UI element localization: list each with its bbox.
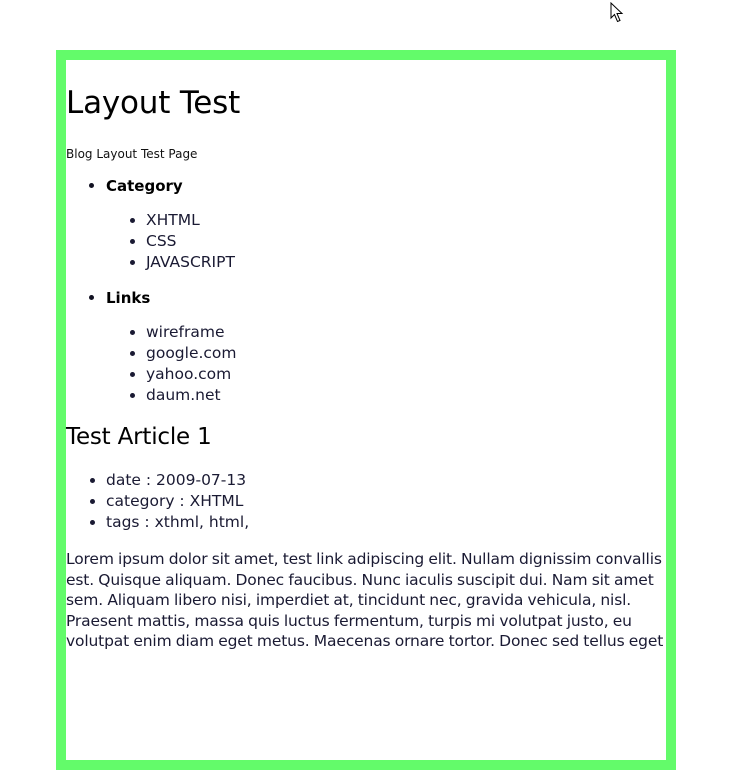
- category-item-css: [146, 231, 666, 252]
- category-link-javascript[interactable]: JAVASCRIPT: [146, 253, 235, 271]
- sidebar-section-category: [106, 174, 666, 273]
- section-title-links: • Links: [106, 289, 151, 307]
- page-frame: [56, 50, 676, 770]
- link-item-wireframe: [146, 322, 666, 343]
- article-body-start: Lorem ipsum dolor sit amet,: [66, 550, 283, 568]
- article-meta-date: • date : 2009-07-13: [106, 470, 666, 491]
- link-item-daum: [146, 385, 666, 406]
- sidebar-list: [66, 174, 666, 406]
- article-body: [66, 549, 666, 652]
- category-item-javascript: [146, 252, 666, 273]
- category-item-xhtml: [146, 210, 666, 231]
- link-daum[interactable]: daum.net: [146, 386, 221, 404]
- page-description: Blog Layout Test Page: [66, 147, 198, 161]
- link-wireframe[interactable]: wireframe: [146, 323, 225, 341]
- link-yahoo[interactable]: yahoo.com: [146, 365, 232, 383]
- article-meta-tags: • tags : xthml, html,: [106, 512, 666, 533]
- category-link-xhtml[interactable]: XHTML: [146, 211, 200, 229]
- link-item-google: [146, 343, 666, 364]
- category-list: [106, 210, 666, 273]
- section-title-category: • Category: [106, 177, 183, 195]
- mouse-cursor-icon: [610, 2, 624, 24]
- sidebar-section-links: [106, 286, 666, 406]
- link-item-yahoo: [146, 364, 666, 385]
- page-title: Layout Test: [66, 85, 241, 121]
- article-test-link[interactable]: test link: [282, 550, 343, 568]
- article-title: Test Article 1: [66, 424, 212, 450]
- links-list: [106, 322, 666, 406]
- article-meta-list: [66, 470, 666, 533]
- link-google[interactable]: google.com: [146, 344, 237, 362]
- article-body-rest: adipiscing elit. Nullam dignissim convallis est. Quisque aliquam. Donec faucibus. Nunc iaculis suscipit dui. Nam sit amet sem. Aliquam libero nisi, imperdiet at, tincidunt nec, gravida vehicula, nisl. Praesent mattis, massa quis luctus fermentum, turpis mi volutpat justo, eu volutpat enim diam eget metus. Maecenas ornare tortor. Donec sed tellus eget: [66, 550, 664, 650]
- page-content: [66, 60, 666, 652]
- article-meta-category: • category : XHTML: [106, 491, 666, 512]
- category-link-css[interactable]: CSS: [146, 232, 177, 250]
